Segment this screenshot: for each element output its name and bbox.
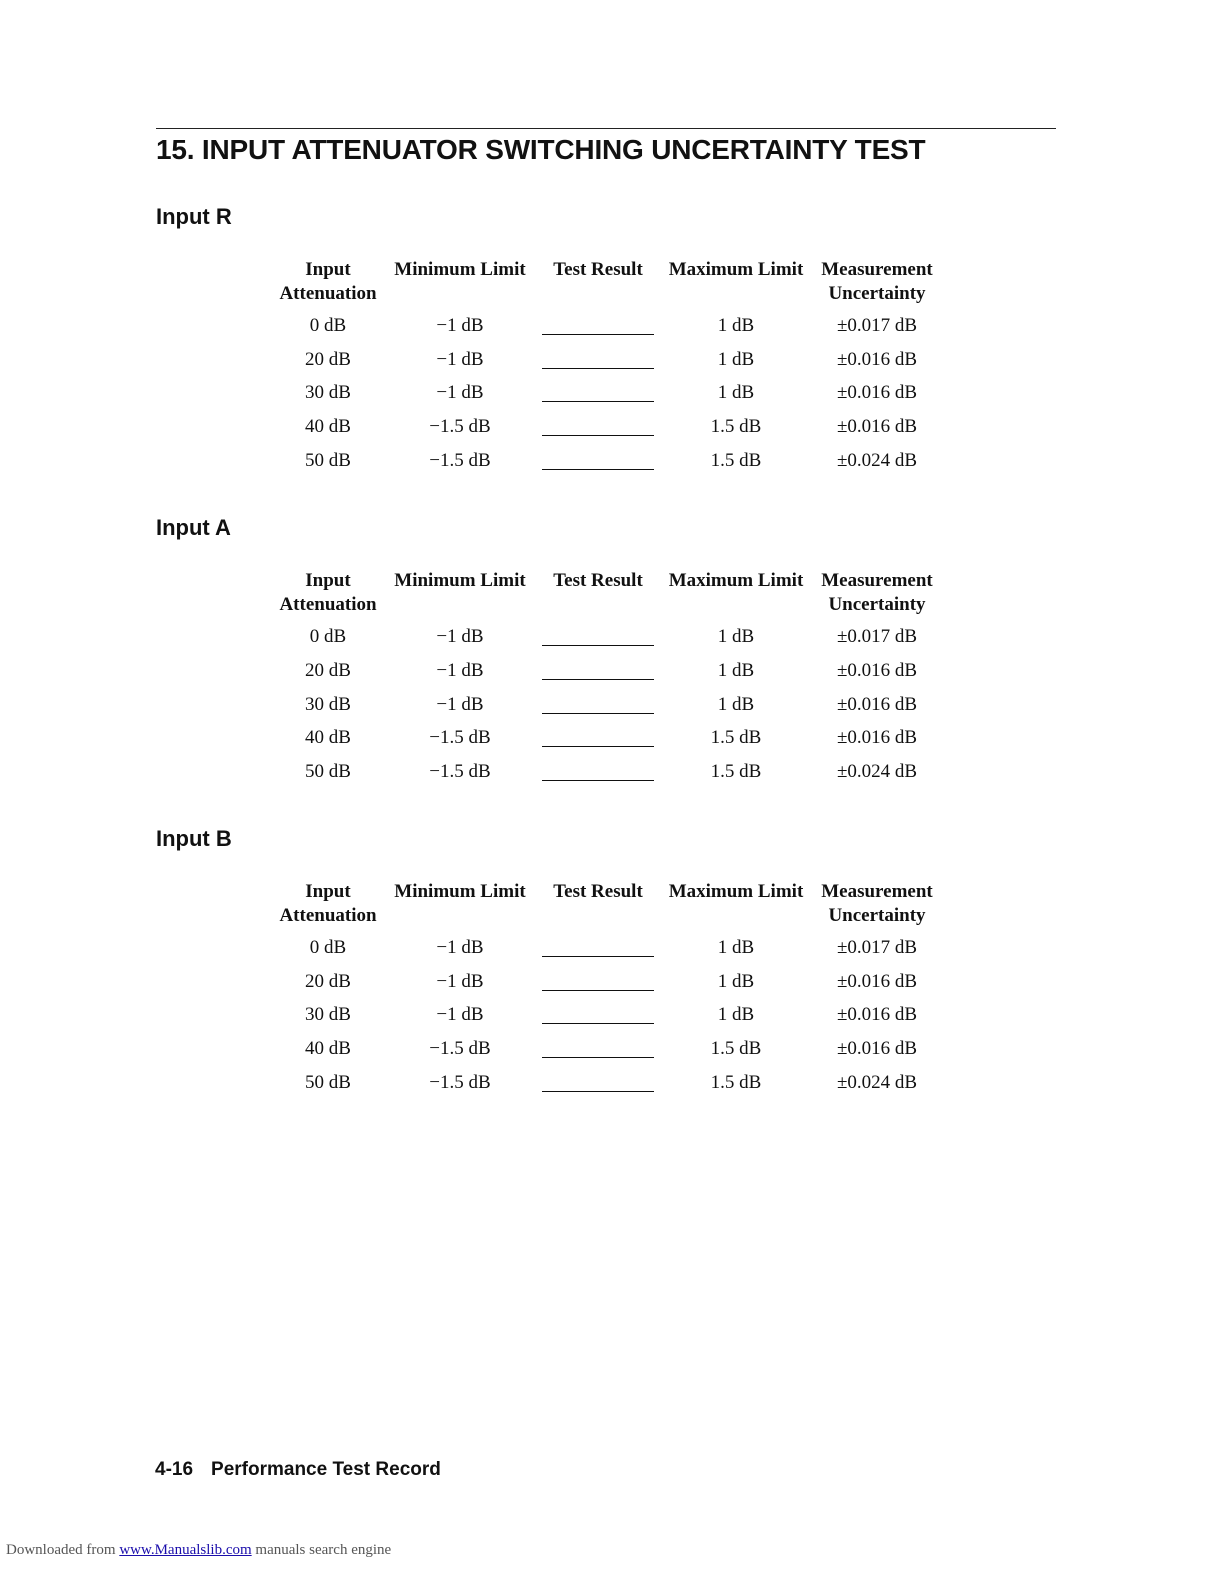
table-row: [0, 1037, 1224, 1067]
download-prefix: Downloaded from: [6, 1542, 116, 1558]
table-row: [0, 314, 1224, 344]
header-minimum-limit: Minimum Limit: [394, 881, 526, 902]
min-limit-cell: −1.5 dB: [429, 1072, 491, 1093]
max-limit-cell: 1 dB: [717, 937, 755, 958]
max-limit-cell: 1.5 dB: [710, 450, 762, 471]
uncertainty-cell: ±0.017 dB: [836, 315, 918, 336]
max-limit-cell: 1 dB: [717, 349, 755, 370]
attenuation-cell: 20 dB: [305, 349, 351, 370]
attenuation-cell: 40 dB: [305, 727, 351, 748]
test-result-blank[interactable]: [542, 780, 654, 781]
footer-section-name: Performance Test Record: [211, 1459, 441, 1480]
test-result-blank[interactable]: [542, 1057, 654, 1058]
uncertainty-cell: ±0.024 dB: [836, 1072, 918, 1093]
min-limit-cell: −1 dB: [436, 937, 484, 958]
max-limit-cell: 1.5 dB: [710, 1072, 762, 1093]
section-heading-input-r: Input R: [156, 204, 232, 229]
test-result-blank[interactable]: [542, 956, 654, 957]
attenuation-cell: 30 dB: [305, 382, 351, 403]
table-row: [0, 348, 1224, 378]
download-note: [6, 1542, 391, 1559]
max-limit-cell: 1 dB: [717, 660, 755, 681]
page-title: 15. INPUT ATTENUATOR SWITCHING UNCERTAINTY TEST: [156, 134, 926, 165]
table-header: [0, 880, 1224, 932]
min-limit-cell: −1 dB: [436, 1004, 484, 1025]
test-result-blank[interactable]: [542, 645, 654, 646]
title-rule: [156, 128, 1056, 129]
test-result-blank[interactable]: [542, 1023, 654, 1024]
test-result-blank[interactable]: [542, 990, 654, 991]
uncertainty-cell: ±0.016 dB: [836, 727, 918, 748]
test-result-blank[interactable]: [542, 713, 654, 714]
page-footer: [155, 1459, 441, 1481]
attenuation-cell: 0 dB: [309, 315, 347, 336]
min-limit-cell: −1 dB: [436, 349, 484, 370]
test-result-blank[interactable]: [542, 469, 654, 470]
min-limit-cell: −1.5 dB: [429, 1038, 491, 1059]
header-test-result: Test Result: [553, 570, 643, 591]
download-suffix: manuals search engine: [255, 1542, 392, 1558]
uncertainty-cell: ±0.016 dB: [836, 694, 918, 715]
attenuation-cell: 0 dB: [309, 626, 347, 647]
min-limit-cell: −1 dB: [436, 382, 484, 403]
table-row: [0, 625, 1224, 655]
table-header: [0, 258, 1224, 310]
header-measurement-uncertainty: Measurement Uncertainty: [821, 881, 933, 926]
max-limit-cell: 1.5 dB: [710, 1038, 762, 1059]
max-limit-cell: 1 dB: [717, 694, 755, 715]
min-limit-cell: −1.5 dB: [429, 416, 491, 437]
header-test-result: Test Result: [553, 881, 643, 902]
header-measurement-uncertainty: Measurement Uncertainty: [821, 259, 933, 304]
uncertainty-cell: ±0.016 dB: [836, 382, 918, 403]
min-limit-cell: −1.5 dB: [429, 761, 491, 782]
attenuation-cell: 40 dB: [305, 416, 351, 437]
test-result-blank[interactable]: [542, 435, 654, 436]
table-header: [0, 569, 1224, 621]
test-result-blank[interactable]: [542, 746, 654, 747]
table-row: [0, 970, 1224, 1000]
min-limit-cell: −1 dB: [436, 971, 484, 992]
header-measurement-uncertainty: Measurement Uncertainty: [821, 570, 933, 615]
min-limit-cell: −1.5 dB: [429, 450, 491, 471]
header-test-result: Test Result: [553, 259, 643, 280]
uncertainty-cell: ±0.017 dB: [836, 626, 918, 647]
uncertainty-cell: ±0.016 dB: [836, 349, 918, 370]
max-limit-cell: 1.5 dB: [710, 761, 762, 782]
header-minimum-limit: Minimum Limit: [394, 259, 526, 280]
header-maximum-limit: Maximum Limit: [668, 570, 804, 591]
min-limit-cell: −1 dB: [436, 694, 484, 715]
header-maximum-limit: Maximum Limit: [668, 259, 804, 280]
section-heading-input-a: Input A: [156, 515, 231, 540]
max-limit-cell: 1 dB: [717, 382, 755, 403]
max-limit-cell: 1.5 dB: [710, 727, 762, 748]
max-limit-cell: 1 dB: [717, 971, 755, 992]
attenuation-cell: 50 dB: [305, 761, 351, 782]
uncertainty-cell: ±0.016 dB: [836, 1004, 918, 1025]
header-input-attenuation: Input Attenuation: [279, 570, 377, 615]
max-limit-cell: 1 dB: [717, 315, 755, 336]
max-limit-cell: 1 dB: [717, 626, 755, 647]
uncertainty-cell: ±0.017 dB: [836, 937, 918, 958]
header-input-attenuation: Input Attenuation: [279, 259, 377, 304]
manualslib-link[interactable]: www.Manualslib.com: [119, 1542, 252, 1558]
test-result-blank[interactable]: [542, 679, 654, 680]
uncertainty-cell: ±0.016 dB: [836, 971, 918, 992]
uncertainty-cell: ±0.024 dB: [836, 761, 918, 782]
attenuation-cell: 50 dB: [305, 1072, 351, 1093]
table-row: [0, 936, 1224, 966]
header-input-attenuation: Input Attenuation: [279, 881, 377, 926]
uncertainty-cell: ±0.016 dB: [836, 416, 918, 437]
table-row: [0, 693, 1224, 723]
max-limit-cell: 1.5 dB: [710, 416, 762, 437]
table-row: [0, 1003, 1224, 1033]
test-result-blank[interactable]: [542, 368, 654, 369]
uncertainty-cell: ±0.016 dB: [836, 660, 918, 681]
min-limit-cell: −1.5 dB: [429, 727, 491, 748]
attenuation-cell: 40 dB: [305, 1038, 351, 1059]
table-row: [0, 449, 1224, 479]
uncertainty-cell: ±0.016 dB: [836, 1038, 918, 1059]
header-maximum-limit: Maximum Limit: [668, 881, 804, 902]
attenuation-cell: 20 dB: [305, 971, 351, 992]
table-row: [0, 1071, 1224, 1101]
test-result-blank[interactable]: [542, 334, 654, 335]
table-row: [0, 659, 1224, 689]
min-limit-cell: −1 dB: [436, 315, 484, 336]
attenuation-cell: 50 dB: [305, 450, 351, 471]
attenuation-cell: 20 dB: [305, 660, 351, 681]
attenuation-cell: 0 dB: [309, 937, 347, 958]
section-heading-input-b: Input B: [156, 826, 232, 851]
uncertainty-cell: ±0.024 dB: [836, 450, 918, 471]
attenuation-cell: 30 dB: [305, 694, 351, 715]
table-row: [0, 760, 1224, 790]
header-minimum-limit: Minimum Limit: [394, 570, 526, 591]
min-limit-cell: −1 dB: [436, 660, 484, 681]
table-row: [0, 415, 1224, 445]
max-limit-cell: 1 dB: [717, 1004, 755, 1025]
min-limit-cell: −1 dB: [436, 626, 484, 647]
test-result-blank[interactable]: [542, 1091, 654, 1092]
table-row: [0, 381, 1224, 411]
test-result-blank[interactable]: [542, 401, 654, 402]
table-row: [0, 726, 1224, 756]
attenuation-cell: 30 dB: [305, 1004, 351, 1025]
page-number: 4-16: [155, 1459, 194, 1480]
